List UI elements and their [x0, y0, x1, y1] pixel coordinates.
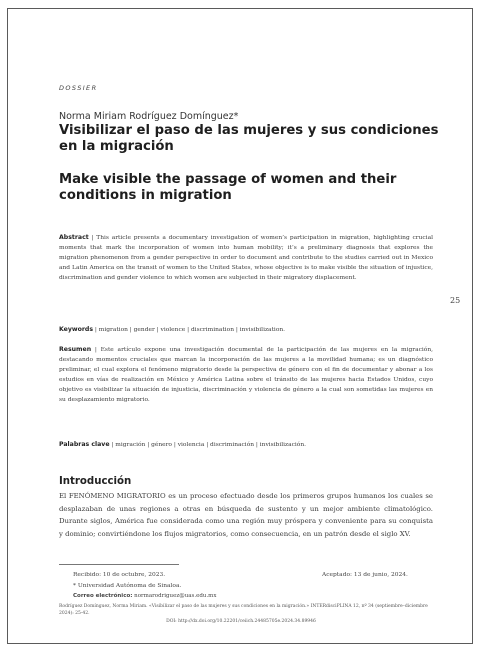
resumen-label: Resumen: [59, 346, 92, 353]
intro-paragraph: El FENÓMENO MIGRATORIO es un proceso efectuado desde los primeros grupos humanos los cuales se desplazaban de unas regiones a otras en búsqueda de sustento y un mejor ambiente climatológico. Durante siglos, América fue considerada como una región muy próspera y conveniente para su conquista y dominio; convirtiéndone los flujos migratorios, como consecuencia, en un patrón desde el siglo XV.: [59, 492, 433, 538]
palabras-clave-line: [59, 440, 433, 450]
keywords-line: [59, 325, 433, 335]
keywords-label: Keywords: [59, 326, 94, 333]
abstract-label: Abstract: [59, 234, 89, 241]
resumen-paragraph: [59, 345, 433, 406]
keywords-text: | migration | gender | violence | discrimination | invisibilization.: [93, 327, 286, 333]
doi-link[interactable]: DOI: http://dx.doi.org/10.22201/ceiich.24485705e.2024.34.89946: [166, 619, 316, 624]
resumen-text: | Este artículo expone una investigación documental de la participación de las mujeres en la migración, destacando momentos cruciales que marcan la incorporación de las mujeres a la movilidad humana; es un diagnóstico preliminar, el cual explora el fenómeno migratorio desde la perspectiva de género con el fin de documentar y abonar a los estudios en vías de realización en México y América Latina sobre el tránsito de las mujeres hacia Estados Unidos, cuyo objetivo es visibilizar la situación de injusticia, discriminación y violencia de género a la cual son sometidas las mujeres en su desplazamiento migratorio.: [59, 347, 433, 404]
email-link[interactable]: normarodriguez@uas.edu.mx: [132, 593, 217, 599]
intro-heading: Introducción: [59, 476, 132, 487]
title-spanish: Visibilizar el paso de las mujeres y sus condiciones en la migración: [59, 123, 439, 154]
footnote-divider: [59, 564, 179, 565]
title-english: Make visible the passage of women and their conditions in migration: [59, 172, 397, 203]
email-label: Correo electrónico:: [73, 593, 133, 599]
palabras-clave-text: | migración | género | violencia | discriminación | invisibilización.: [109, 442, 306, 448]
accepted-date: Aceptado: 13 de junio, 2024.: [322, 572, 408, 578]
email-line: [73, 593, 217, 599]
abstract-paragraph: [59, 233, 433, 283]
document-page: [7, 8, 473, 644]
abstract-text: | This article presents a documentary investigation of women’s participation in migration, highlighting crucial moments that mark the incorporation of women into human mobility; it’s a preliminary diagnosis that explores the migration phenomenon from a gender perspective in order to document and contribute to the studies carried out in Mexico and Latin America on the transit of women to the United States, whose objective is to make visible the situation of injustice, discrimination and gender violence to which women are subjected in their migratory displacement.: [59, 235, 433, 282]
palabras-clave-label: Palabras clave: [59, 441, 110, 448]
author-name: Norma Miriam Rodríguez Domínguez*: [59, 111, 239, 122]
received-date: Recibido: 10 de octubre, 2023.: [73, 572, 166, 578]
section-label: DOSSIER: [59, 84, 98, 92]
citation: Rodríguez Domínguez, Norma Miriam. «Visibilizar el paso de las mujeres y sus condiciones en la migración.» INTERdisciPLINA 12, nº 34 (septiembre–diciembre 2024): 25-42.: [59, 604, 428, 617]
author-affiliation: * Universidad Autónoma de Sinaloa.: [73, 583, 182, 589]
page-number: 25: [450, 296, 461, 305]
